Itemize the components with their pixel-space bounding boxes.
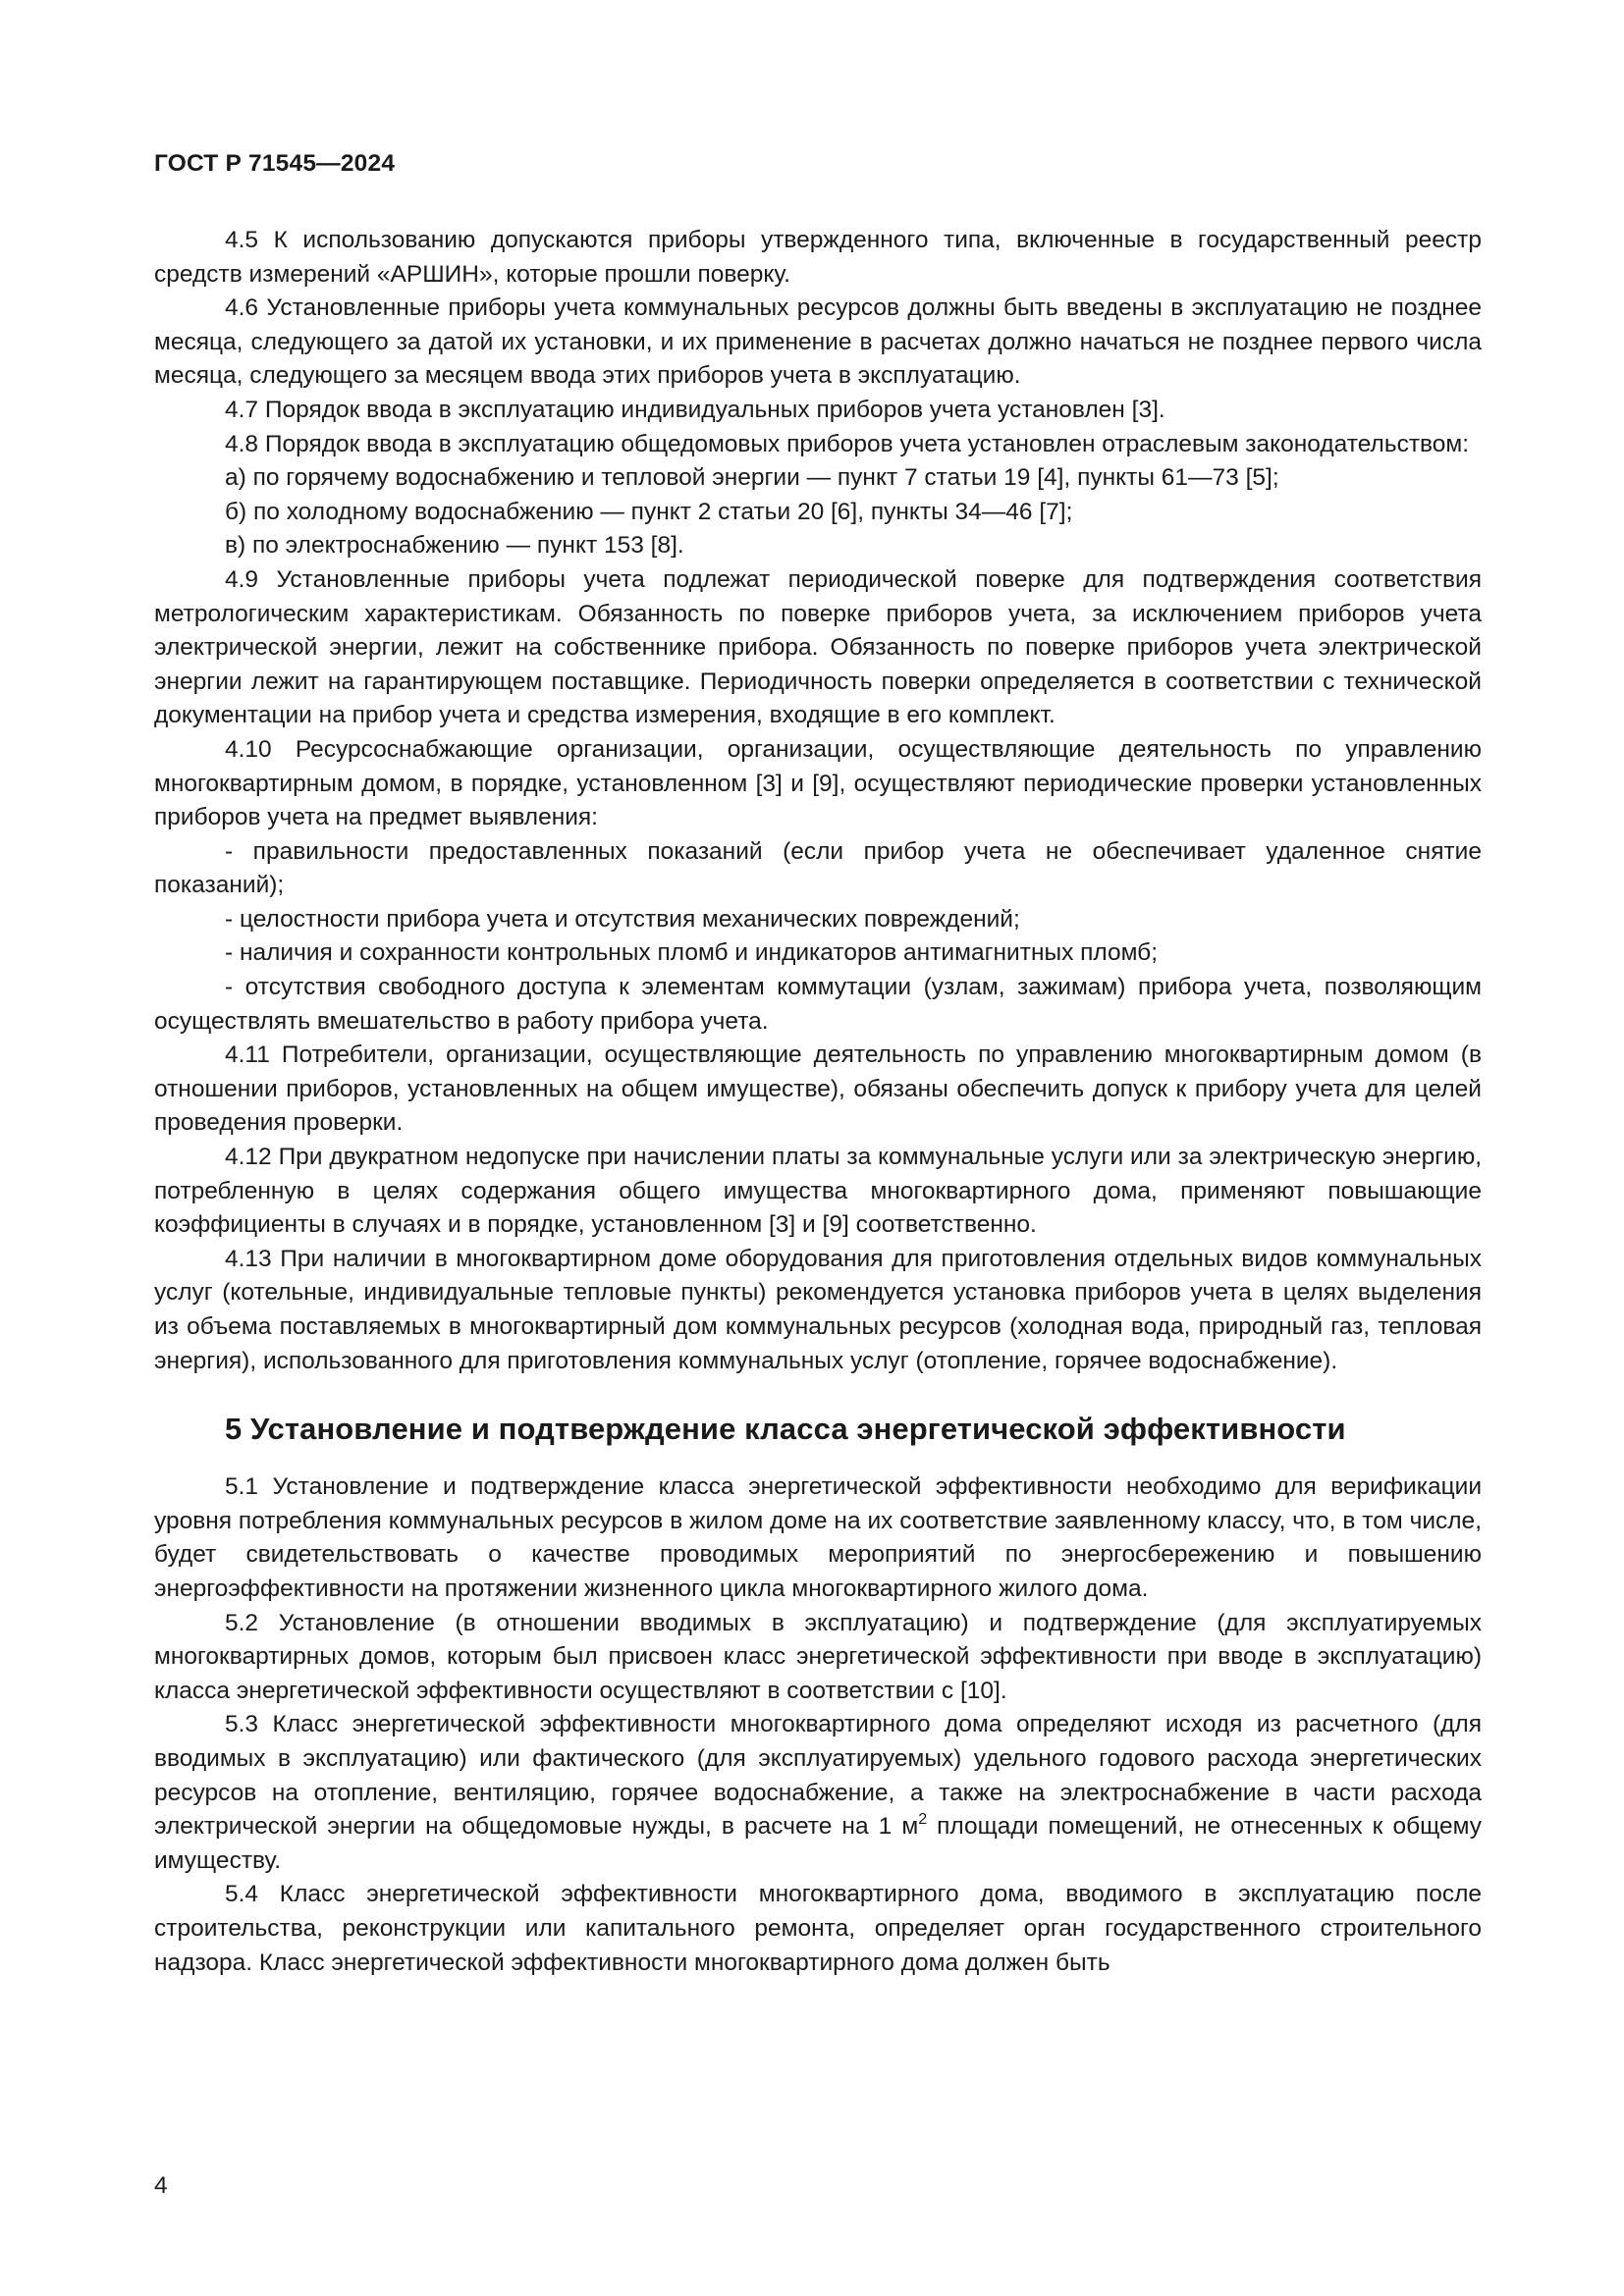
- paragraph-4-7: 4.7 Порядок ввода в эксплуатацию индивидуальных приборов учета установлен [3].: [225, 396, 1165, 423]
- paragraph-5-4: 5.4 Класс энергетической эффективности многоквартирного дома, вводимого в эксплуатацию после строительства, реконструкции или капитального ремонта, определяет орган государственного строительного надзора. Класс энергетической эффективности многоквартирного дома должен быть: [154, 1881, 1482, 1976]
- list-item-4-8-a: а) по горячему водоснабжению и тепловой энергии — пункт 7 статьи 19 [4], пункты 61—73 [5];: [225, 464, 1279, 492]
- list-item-4-8-b: б) по холодному водоснабжению — пункт 2 статьи 20 [6], пункты 34—46 [7];: [225, 498, 1073, 525]
- paragraph-4-12: 4.12 При двукратном недопуске при начислении платы за коммунальные услуги или за электрическую энергию, потребленную в целях содержания общего имущества многоквартирного дома, применяют повышающие коэффициенты в случаях и в порядке, установленном [3] и [9] соответственно.: [154, 1144, 1482, 1239]
- page-number: 4: [154, 2172, 168, 2199]
- list-item-4-8-c: в) по электроснабжению — пункт 153 [8].: [225, 532, 684, 560]
- paragraph-5-1: 5.1 Установление и подтверждение класса энергетической эффективности необходимо для верификации уровня потребления коммунальных ресурсов в жилом доме на их соответствие заявленному классу, что, в том числе, будет свидетельствовать о качестве проводимых мероприятий по энергосбережению и повышению энергоэффективности на протяжении жизненного цикла многоквартирного жилого дома.: [154, 1473, 1482, 1602]
- paragraph-4-11: 4.11 Потребители, организации, осуществляющие деятельность по управлению многоквартирным домом (в отношении приборов, установленных на общем имуществе), обязаны обеспечить допуск к прибору учета для целей проведения проверки.: [154, 1041, 1482, 1137]
- paragraph-5-3-text: 5.3 Класс энергетической эффективности многоквартирного дома определяют исходя из расчетного (для вводимых в эксплуатацию) или фактического (для эксплуатируемых) удельного годового расхода энергетических ресурсов на отопление, вентиляцию, горячее водоснабжение, а также на электроснабжение в части расхода электрической энергии на общедомовые нужды, в расчете на 1 м: [154, 1711, 1482, 1841]
- paragraph-4-6: 4.6 Установленные приборы учета коммунальных ресурсов должны быть введены в эксплуатацию не позднее месяца, следующего за датой их установки, и их применение в расчетах должно начаться не позднее первого числа месяца, следующего за месяцем ввода этих приборов учета в эксплуатацию.: [154, 294, 1482, 390]
- section-5-heading: 5 Установление и подтверждение класса энергетической эффективности: [225, 1412, 1346, 1447]
- document-code-header: ГОСТ Р 71545—2024: [154, 150, 396, 177]
- square-meter-superscript: 2: [918, 1811, 928, 1829]
- list-item-4-10-1: - правильности предоставленных показаний (если прибор учета не обеспечивает удаленное снятие показаний);: [154, 837, 1482, 899]
- paragraph-4-9: 4.9 Установленные приборы учета подлежат периодической поверке для подтверждения соответствия метрологическим характеристикам. Обязанность по поверке приборов учета, за исключением приборов учета электрической энергии, лежит на собственнике прибора. Обязанность по поверке приборов учета электрической энергии лежит на гарантирующем поставщике. Периодичность поверки определяется в соответствии с технической документации на прибор учета и средства измерения, входящие в его комплект.: [154, 565, 1482, 729]
- paragraph-4-5: 4.5 К использованию допускаются приборы утвержденного типа, включенные в государственный реестр средств измерений «АРШИН», которые прошли поверку.: [154, 227, 1482, 288]
- paragraph-4-8: 4.8 Порядок ввода в эксплуатацию общедомовых приборов учета установлен отраслевым законодательством:: [225, 430, 1470, 457]
- list-item-4-10-2: - целостности прибора учета и отсутствия механических повреждений;: [225, 905, 1020, 933]
- list-item-4-10-3: - наличия и сохранности контрольных пломб и индикаторов антимагнитных пломб;: [225, 939, 1159, 967]
- paragraph-4-13: 4.13 При наличии в многоквартирном доме оборудования для приготовления отдельных видов коммунальных услуг (котельные, индивидуальные тепловые пункты) рекомендуется установка приборов учета в целях выделения из объема поставляемых в многоквартирный дом коммунальных ресурсов (холодная вода, природный газ, тепловая энергия), использованного для приготовления коммунальных услуг (отопление, горячее водоснабжение).: [154, 1245, 1482, 1374]
- paragraph-4-10: 4.10 Ресурсоснабжающие организации, организации, осуществляющие деятельность по управлению многоквартирным домом, в порядке, установленном [3] и [9], осуществляют периодические проверки установленных приборов учета на предмет выявления:: [154, 735, 1482, 831]
- document-body: [154, 224, 1482, 1980]
- list-item-4-10-4: - отсутствия свободного доступа к элементам коммутации (узлам, зажимам) прибора учета, позволяющим осуществлять вмешательство в работу прибора учета.: [154, 974, 1482, 1035]
- paragraph-5-2: 5.2 Установление (в отношении вводимых в эксплуатацию) и подтверждение (для эксплуатируемых многоквартирных домов, которым был присвоен класс энергетической эффективности при вводе в эксплуатацию) класса энергетической эффективности осуществляют в соответствии с [10].: [154, 1609, 1482, 1704]
- paragraph-5-3: [154, 1708, 1482, 1878]
- paragraph-5-3-tail: площади помещений, не отнесенных к общему имуществу.: [154, 1813, 1482, 1874]
